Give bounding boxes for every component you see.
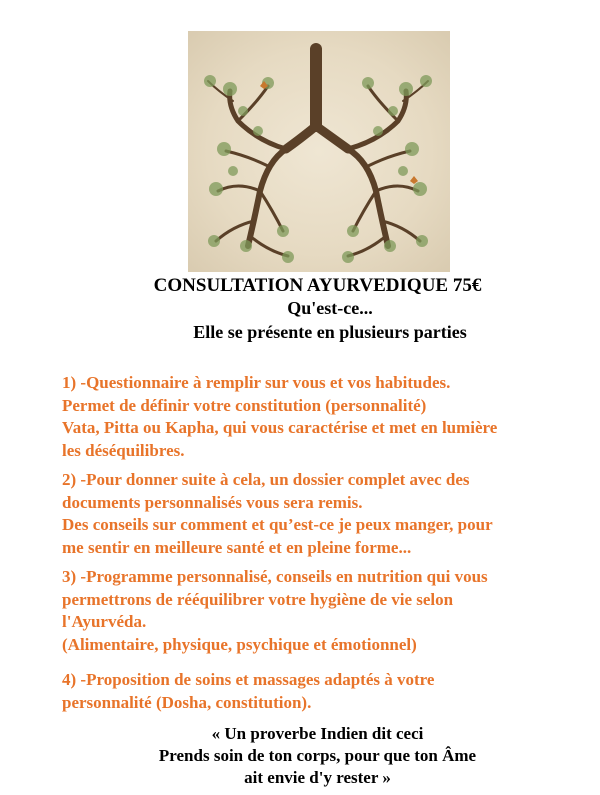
proverb-quote bbox=[0, 723, 600, 789]
quote-line: Prends soin de ton corps, pour que ton Âme bbox=[158, 746, 477, 765]
section-line: l'Ayurvéda. bbox=[62, 612, 147, 631]
section-line: 3) -Programme personnalisé, conseils en nutrition qui vous bbox=[62, 567, 488, 586]
section-line: personnalité (Dosha, constitution). bbox=[62, 692, 312, 712]
section-line: documents personnalisés vous sera remis. bbox=[62, 492, 363, 512]
section-line: 4) -Proposition de soins et massages adaptés à votre bbox=[62, 670, 435, 689]
section-4 bbox=[62, 669, 434, 714]
section-line: permettrons de rééquilibrer votre hygiène de vie selon bbox=[62, 589, 454, 609]
section-line: 1) -Questionnaire à remplir sur vous et vos habitudes. bbox=[62, 373, 451, 392]
section-line: Vata, Pitta ou Kapha, qui vous caractérise et met en lumière bbox=[62, 418, 498, 437]
section-2 bbox=[62, 469, 493, 559]
page-subtitle: Qu'est-ce... bbox=[287, 298, 373, 318]
intro-text: Elle se présente en plusieurs parties bbox=[193, 322, 467, 342]
title-block bbox=[0, 275, 600, 345]
quote-line: ait envie d'y rester » bbox=[244, 768, 391, 787]
section-1 bbox=[62, 372, 497, 462]
quote-line: « Un proverbe Indien dit ceci bbox=[211, 724, 424, 743]
section-line: Permet de définir votre constitution (personnalité) bbox=[62, 395, 427, 415]
section-line: 2) -Pour donner suite à cela, un dossier complet avec des bbox=[62, 470, 470, 489]
tree-lungs-icon bbox=[188, 31, 450, 272]
section-line: Des conseils sur comment et qu’est-ce je peux manger, pour bbox=[62, 515, 493, 534]
page-title: CONSULTATION AYURVEDIQUE 75€ bbox=[153, 275, 482, 296]
section-line: (Alimentaire, physique, psychique et émotionnel) bbox=[62, 634, 417, 654]
section-3 bbox=[62, 566, 488, 656]
tree-lungs-illustration bbox=[188, 31, 450, 272]
section-line: me sentir en meilleure santé et en pleine forme... bbox=[62, 537, 412, 557]
section-line: les déséquilibres. bbox=[62, 440, 185, 460]
